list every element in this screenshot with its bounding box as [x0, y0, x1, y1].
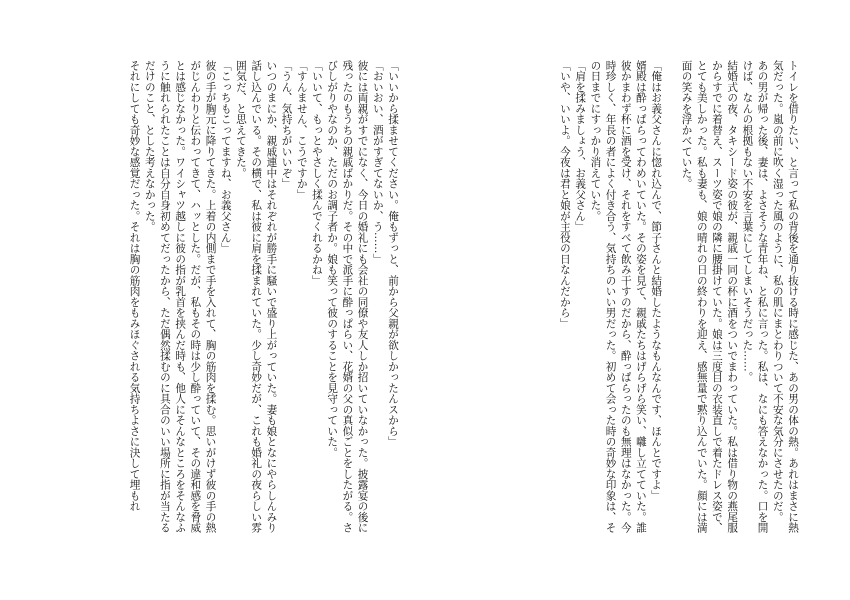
dialogue-line: 「すんません、こうですか」 — [295, 60, 308, 200]
dialogue-line: 「俺はお義父さんに惚れ込んで、節子さんと結婚したようなもんなんです、ほんとですよ」 — [650, 60, 663, 501]
paragraph: 結婚式の夜、タキシード姿の彼が、親戚一同の杯に酒をついでまわっていた。私は借り物の燕尾服からすでに着替え、スーツ姿で娘の隣に腰掛けていた。娘は三度目の衣装直しで着たドレス姿で、とても美しかった。私も妻も、娘の晴れの日の終わりを迎え、感無量で黙り込んでいた。顔には満面の笑みを浮かべていた。 — [680, 60, 739, 533]
dialogue-line: 「うん、気持ちがいいぞ」 — [280, 60, 293, 189]
dialogue-line: 「肩を揉みましょう、お義父さん」 — [574, 60, 587, 232]
paragraph: 彼には両親がすでになく、今日の婚礼にも会社の同僚や友人しか招いていなかった。披露宴の後に残ったのもうちの親戚ばかりだ。その中で派手に酔っぱらい、花婿の父の真似ごとをしたがる。さびしがりやなのか、ただのお調子者か。娘も笑って彼のすることを見守っていた。 — [326, 60, 369, 533]
paragraph: トイレを借りたい、と言って私の背後を通り抜ける時に感じた、あの男の体の熱。あれはまさに熱気だった。嵐の前に吹く湿った風のように、私の肌にまとわりついて不安な気分にさせたのだ。 — [771, 60, 799, 533]
paragraph: いつのまにか、親戚連中はそれぞれが勝手に騒いで盛り上がっていた。妻も娘となにやらしんみり話し込んでいる。その横で、私は彼に肩を揉まれていた。少し奇妙だが、これも婚礼の夜らしい雰囲気だ、と思えてきた。 — [234, 60, 278, 533]
paragraph: あの男が帰った後、妻は、よさそうな青年ね、と私に言った。私は、なにも答えなかった。口を開けば、なんの根拠もない不安を言葉にしてしまいそうだった……。 — [741, 60, 769, 533]
paragraph: 婿殿は酔っぱらってわめいていた。その姿を見て、親戚たちはげらげら笑い、囃し立てていた。誰彼かまわず杯に酒を受け、それをすべて飲み干すのだから、酔っぱらったのも無理はなかった。今時珍しく、年長の者によく付き合う、気持ちのいい男だった。初めて会った時の奇妙な印象は、その日までにすっかり消えていた。 — [589, 60, 647, 533]
dialogue-line: 「おいおい、酒がすぎてないか、う……」 — [371, 60, 384, 265]
dialogue-line: 「こっちもこってますね、お義父さん」 — [219, 60, 232, 254]
paragraph: 彼の手が胸元に降りてきた。上着の内側まで手を入れて、胸の筋肉を揉む。思いがけず彼の手の熱がじんわりと伝わってきて、ハッとした。だが、私もその時は少し酔っていて、その違和感を脅威とは感じなかった。ワイシャツ越しに彼の指が乳首を挟んだ時も、他人にそんなところをそんなふうに触れられたことは自分自身初めてだったから、ただ偶然揉むのに具合のいい場所に指が当たるだけのこと、とした考えなかった。 — [143, 60, 217, 533]
left-page — [100, 60, 400, 538]
dialogue-line: 「いいて、もっとやさしく揉んでくれるかね」 — [310, 60, 323, 286]
paragraph: それにしても奇妙な感覚だった。それは胸の筋肉をもみほぐされる気持ちよさに決して埋もれ — [128, 60, 141, 512]
dialogue-line: 「いや、いいよ。今夜は君と娘が主役の日なんだから」 — [558, 60, 571, 329]
dialogue-line: 「いいから揉ませてください。俺もずっと、前から父親が欲しかったんスから」 — [387, 60, 399, 447]
right-page — [520, 60, 800, 538]
